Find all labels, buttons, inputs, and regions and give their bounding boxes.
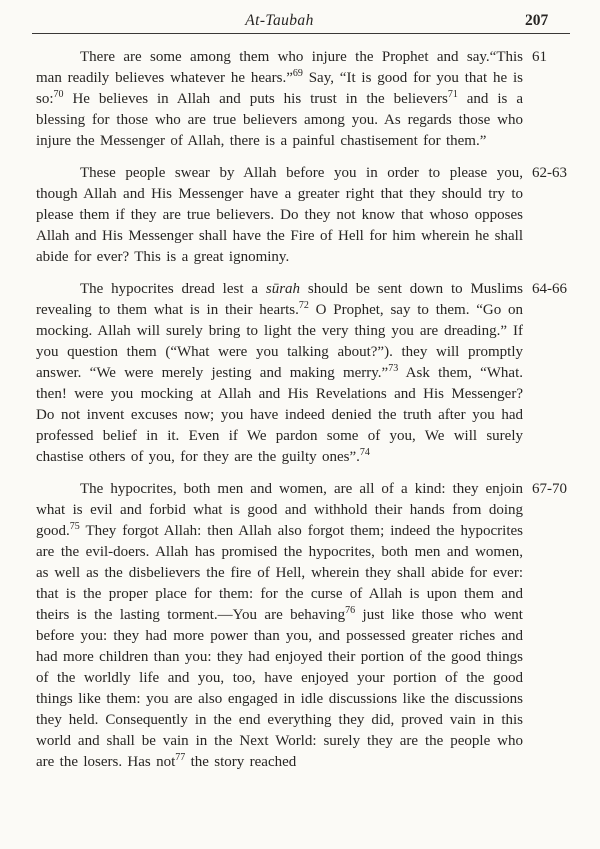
verse-number: 64-66 <box>532 281 567 297</box>
verse-number: 61 <box>532 49 547 65</box>
paragraph-row <box>36 163 566 268</box>
paragraph-text: There are some among them who injure the Prophet and say.“This man readily believes whatever he hears.”$^{69}$ Say, “It is good for you that he is so:$^{70}$ He believes in Allah and puts his trust in the believers$^{71}$ and is a blessing for those who are true believers among you. As regards those who injure the Messenger of Allah, there is a painful chastisement for them.” <box>36 49 524 149</box>
footnote-ref: 70 <box>53 89 64 100</box>
italic-term: sūrah <box>265 281 301 297</box>
paragraph-row <box>36 479 566 773</box>
paragraph-text: These people swear by Allah before you in order to please you, though Allah and His Messenger have a greater right that they should try to please them if they are true believers. Do they not know that whoso opposes Allah and His Messenger shall have the Fire of Hell for him wherein he shall abide for ever? This is a great ignominy. <box>36 165 523 265</box>
footnote-ref: 72 <box>298 300 309 311</box>
footnote-ref: 75 <box>69 521 80 532</box>
footnote-ref: 76 <box>345 605 356 616</box>
paragraph-text: The hypocrites, both men and women, are all of a kind: they enjoin what is evil and forbid what is good and withhold their hands from doing good.$^{75}$ They forgot Allah: then Allah also forgot them; indeed the hypocrites are the evil-doers. Allah has promised the hypocrites, both men and women, as well as the disbelievers the fire of Hell, wherein they shall abide for ever: that is the proper place for them: for the curse of Allah is upon them and theirs is the lasting torment.—You are behaving$^{76}$ just like those who went before you: they had more power than you, and possessed greater riches and had more children than you: they had enjoyed their portion of the good things of the worldly life and you, too, have enjoyed your portion of the good things like them: you are also engaged in idle discussions like the discussions they held. Consequently in the end everything they did, proved vain in this world and shall be vain in the Next World: surely they are the people who are the losers. Has not$^{77}$ the story reached <box>36 481 523 770</box>
footnote-ref: 77 <box>175 752 186 763</box>
page-header <box>36 12 566 30</box>
verse-number: 62-63 <box>532 165 567 181</box>
paragraph-row <box>36 47 566 152</box>
footnote-ref: 74 <box>359 447 370 458</box>
footnote-ref: 71 <box>447 89 458 100</box>
page-number: 207 <box>525 12 549 29</box>
chapter-title: At-Taubah <box>245 12 314 29</box>
paragraph-text: The hypocrites dread lest a sūrah should be sent down to Muslims revealing to them what is in their hearts.$^{72}$ O Prophet, say to them. “Go on mocking. Allah will surely bring to light the very thing you are dreading.” If you question them (“What were you talking about?”). they will promptly answer. “We were merely jesting and making merry.”$^{73}$ Ask them, “What. then! were you mocking at Allah and His Revelations and His Messenger? Do not invent excuses now; you have indeed denied the truth after you had professed belief in it. Even if We pardon some of you, We will surely chastise others of you, for they are the guilty ones”.$^{74}$ <box>36 281 524 465</box>
header-divider <box>32 33 570 34</box>
footnote-ref: 69 <box>292 68 303 79</box>
paragraph-row <box>36 279 566 468</box>
footnote-ref: 73 <box>388 363 399 374</box>
verse-number: 67-70 <box>532 481 567 497</box>
text-body <box>36 47 566 773</box>
